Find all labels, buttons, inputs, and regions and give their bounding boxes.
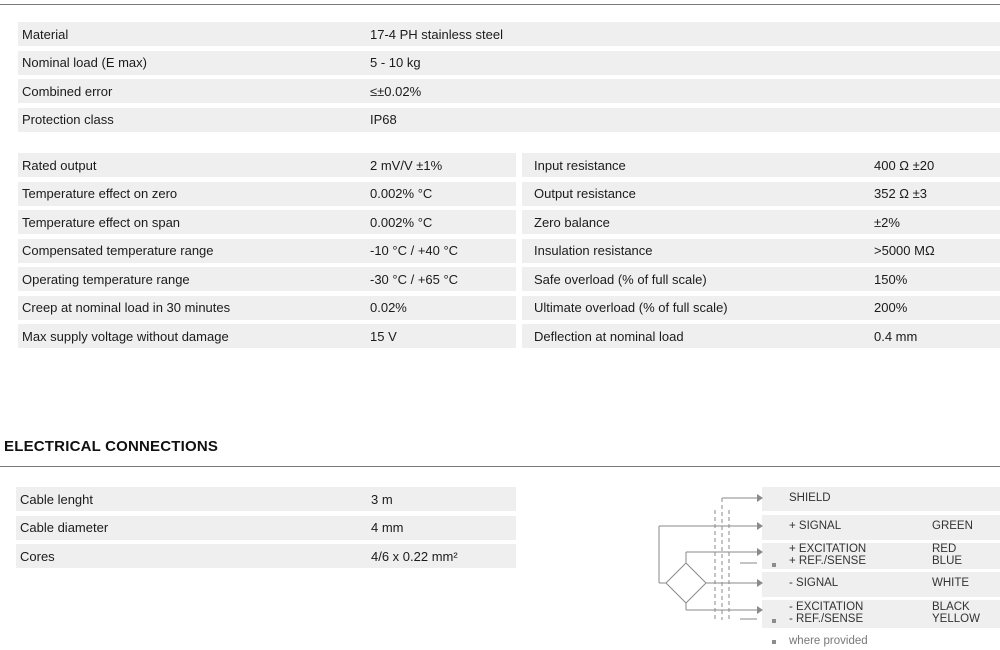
section-title: ELECTRICAL CONNECTIONS: [4, 438, 219, 455]
ref-sense-plus-color: BLUE: [932, 555, 963, 567]
arrow-icon: [757, 494, 763, 502]
spec-value: 0.4 mm: [874, 328, 918, 344]
signal-plus-color: GREEN: [932, 520, 973, 532]
property-value: ≤±0.02%: [370, 83, 422, 99]
shield-label: SHIELD: [789, 492, 831, 504]
spec-label: Compensated temperature range: [22, 243, 214, 258]
spec-label: Zero balance: [534, 214, 610, 230]
cable-label: Cable lenght: [20, 491, 93, 507]
spec-value: 352 Ω ±3: [874, 186, 927, 201]
spec-value: 2 mV/V ±1%: [370, 157, 443, 173]
spec-label: Temperature effect on zero: [22, 186, 178, 201]
spec-value: 15 V: [370, 328, 397, 344]
signal-minus-color: WHITE: [932, 577, 970, 589]
property-label: Nominal load (E max): [22, 55, 147, 70]
spec-label: Operating temperature range: [22, 271, 190, 287]
spec-value: 150%: [874, 271, 908, 287]
spec-label: Insulation resistance: [534, 243, 653, 258]
property-value: IP68: [370, 112, 397, 127]
property-label: Protection class: [22, 112, 114, 127]
arrow-icon: [757, 606, 763, 614]
arrow-icon: [757, 522, 763, 530]
spec-value: 0.002% °C: [370, 214, 433, 230]
cable-value: 3 m: [371, 491, 393, 507]
cable-label: Cable diameter: [20, 520, 109, 535]
excitation-minus-label: - EXCITATION: [789, 601, 864, 613]
cable-value: 4/6 x 0.22 mm²: [371, 548, 458, 564]
where-provided-marker-icon: [772, 563, 776, 567]
arrow-icon: [757, 579, 763, 587]
ref-sense-plus-label: + REF./SENSE: [789, 555, 867, 567]
excitation-plus-color: RED: [932, 543, 957, 555]
ref-sense-minus-label: - REF./SENSE: [789, 613, 864, 625]
excitation-minus-color: BLACK: [932, 601, 970, 613]
spec-label: Safe overload (% of full scale): [534, 271, 707, 287]
spec-label: Temperature effect on span: [22, 214, 181, 230]
cable-value: 4 mm: [371, 520, 404, 535]
spec-label: Creep at nominal load in 30 minutes: [22, 300, 231, 315]
ref-sense-minus-color: YELLOW: [932, 613, 980, 625]
spec-label: Max supply voltage without damage: [22, 328, 229, 344]
spec-value: 0.02%: [370, 300, 407, 315]
signal-minus-label: - SIGNAL: [789, 577, 839, 589]
spec-label: Deflection at nominal load: [534, 328, 684, 344]
property-value: 5 - 10 kg: [370, 55, 421, 70]
spec-value: 200%: [874, 300, 908, 315]
spec-label: Input resistance: [534, 157, 626, 173]
property-value: 17-4 PH stainless steel: [370, 26, 503, 42]
spec-value: >5000 MΩ: [874, 243, 935, 258]
cable-label: Cores: [20, 548, 55, 564]
property-label: Combined error: [22, 83, 113, 99]
where-provided-marker-icon: [772, 619, 776, 623]
spec-value: -10 °C / +40 °C: [370, 243, 459, 258]
spec-label: Rated output: [22, 157, 97, 173]
spec-value: ±2%: [874, 214, 900, 230]
spec-label: Ultimate overload (% of full scale): [534, 300, 728, 315]
signal-plus-label: + SIGNAL: [789, 520, 842, 532]
arrow-icon: [757, 548, 763, 556]
spec-value: 0.002% °C: [370, 186, 433, 201]
property-label: Material: [22, 26, 69, 42]
where-provided-marker-icon: [772, 640, 776, 644]
spec-value: 400 Ω ±20: [874, 157, 935, 173]
excitation-plus-label: + EXCITATION: [789, 543, 867, 555]
where-provided-note: where provided: [789, 635, 868, 647]
spec-label: Output resistance: [534, 186, 636, 201]
spec-value: -30 °C / +65 °C: [370, 271, 459, 287]
